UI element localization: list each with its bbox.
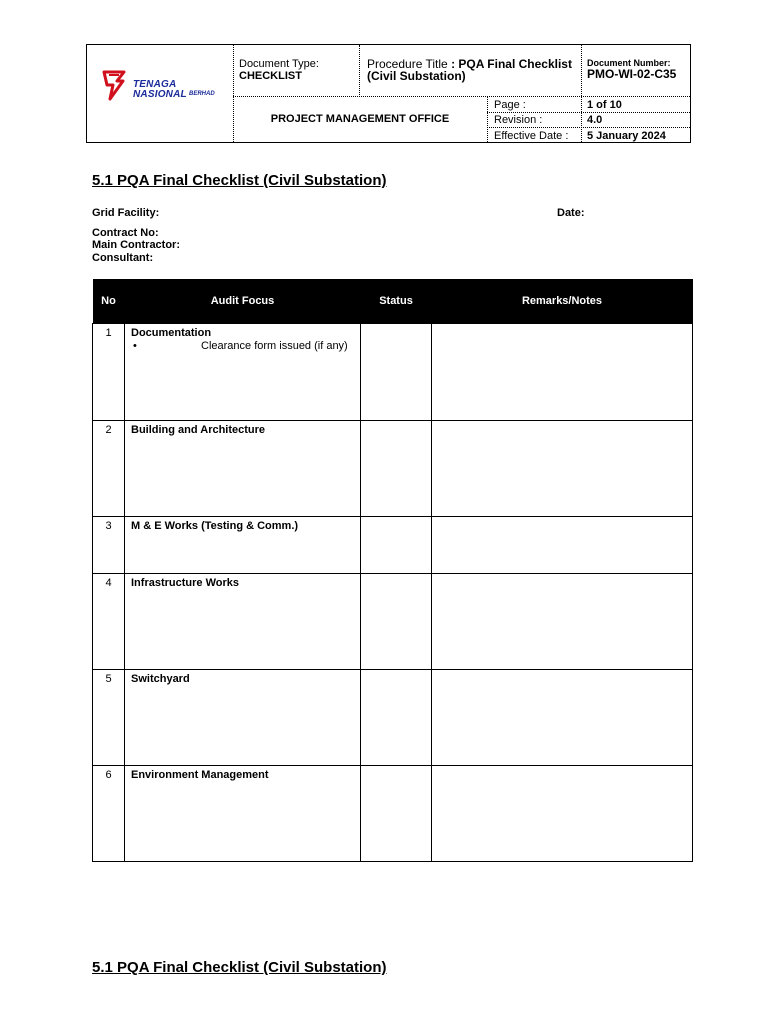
column-header-status: Status [361,279,432,324]
column-header-no: No [93,279,125,324]
audit-focus-title: Building and Architecture [125,421,361,517]
revision-value: 4.0 [587,114,603,126]
remarks-cell[interactable] [432,324,693,421]
header-divider [233,96,690,97]
row-number: 2 [93,421,125,517]
column-header-remarks: Remarks/Notes [432,279,693,324]
table-row [93,421,693,517]
table-row [93,574,693,670]
doc-number-value: PMO-WI-02-C35 [587,67,677,81]
logo-text: TENAGA [133,79,177,90]
checklist-table [92,279,693,862]
section-title-repeat: 5.1 PQA Final Checklist (Civil Substation) [92,959,387,976]
office-name: PROJECT MANAGEMENT OFFICE [270,113,450,125]
audit-focus-title: Infrastructure Works [125,574,361,670]
date-label: Date: [557,207,585,219]
consultant-label: Consultant: [92,252,154,264]
row-number: 6 [93,766,125,862]
audit-focus-title: M & E Works (Testing & Comm.) [125,517,361,574]
main-contractor-label: Main Contractor: [92,239,180,251]
grid-facility-label: Grid Facility: [92,207,160,219]
remarks-cell[interactable] [432,421,693,517]
effective-date-label: Effective Date : [494,130,569,142]
header-divider [359,45,360,97]
status-cell[interactable] [361,421,432,517]
table-header-row [93,279,693,324]
tnb-logo-icon [101,69,129,101]
revision-label: Revision : [494,114,543,126]
audit-focus-title: Environment Management [125,766,361,862]
status-cell[interactable] [361,574,432,670]
procedure-value-line2: (Civil Substation) [367,69,466,83]
row-number: 5 [93,670,125,766]
status-cell[interactable] [361,766,432,862]
status-cell[interactable] [361,324,432,421]
logo-text: BERHAD [189,91,215,97]
bullet-text: Clearance form issued (if any) [201,340,348,352]
audit-focus-bullet [131,340,354,352]
bullet-icon: • [133,340,137,352]
page-label: Page : [494,99,526,111]
column-header-audit-focus: Audit Focus [125,279,361,324]
header-divider [487,112,690,113]
procedure-value: : PQA Final Checklist [451,57,572,71]
page-value: 1 of 10 [587,99,622,111]
table-row [93,670,693,766]
row-number: 1 [93,324,125,421]
audit-focus-title: Switchyard [125,670,361,766]
table-row [93,324,693,421]
table-row [93,766,693,862]
effective-date-value: 5 January 2024 [587,130,666,142]
status-cell[interactable] [361,670,432,766]
audit-focus-cell [125,324,361,421]
remarks-cell[interactable] [432,517,693,574]
row-number: 3 [93,517,125,574]
doc-type-value: CHECKLIST [239,70,302,82]
table-row [93,517,693,574]
doc-number-label: Document Number: [587,58,671,68]
contract-no-label: Contract No: [92,227,159,239]
procedure-label: Procedure Title [367,57,448,71]
status-cell[interactable] [361,517,432,574]
header-divider [487,127,690,128]
row-number: 4 [93,574,125,670]
header-divider [487,97,488,142]
remarks-cell[interactable] [432,766,693,862]
doc-type-label: Document Type: [239,58,319,70]
remarks-cell[interactable] [432,670,693,766]
section-title: 5.1 PQA Final Checklist (Civil Substation) [92,172,387,189]
audit-focus-title: Documentation [131,327,212,339]
logo-text: NASIONAL [133,89,187,100]
remarks-cell[interactable] [432,574,693,670]
header-divider [233,45,234,142]
document-header [86,44,691,143]
